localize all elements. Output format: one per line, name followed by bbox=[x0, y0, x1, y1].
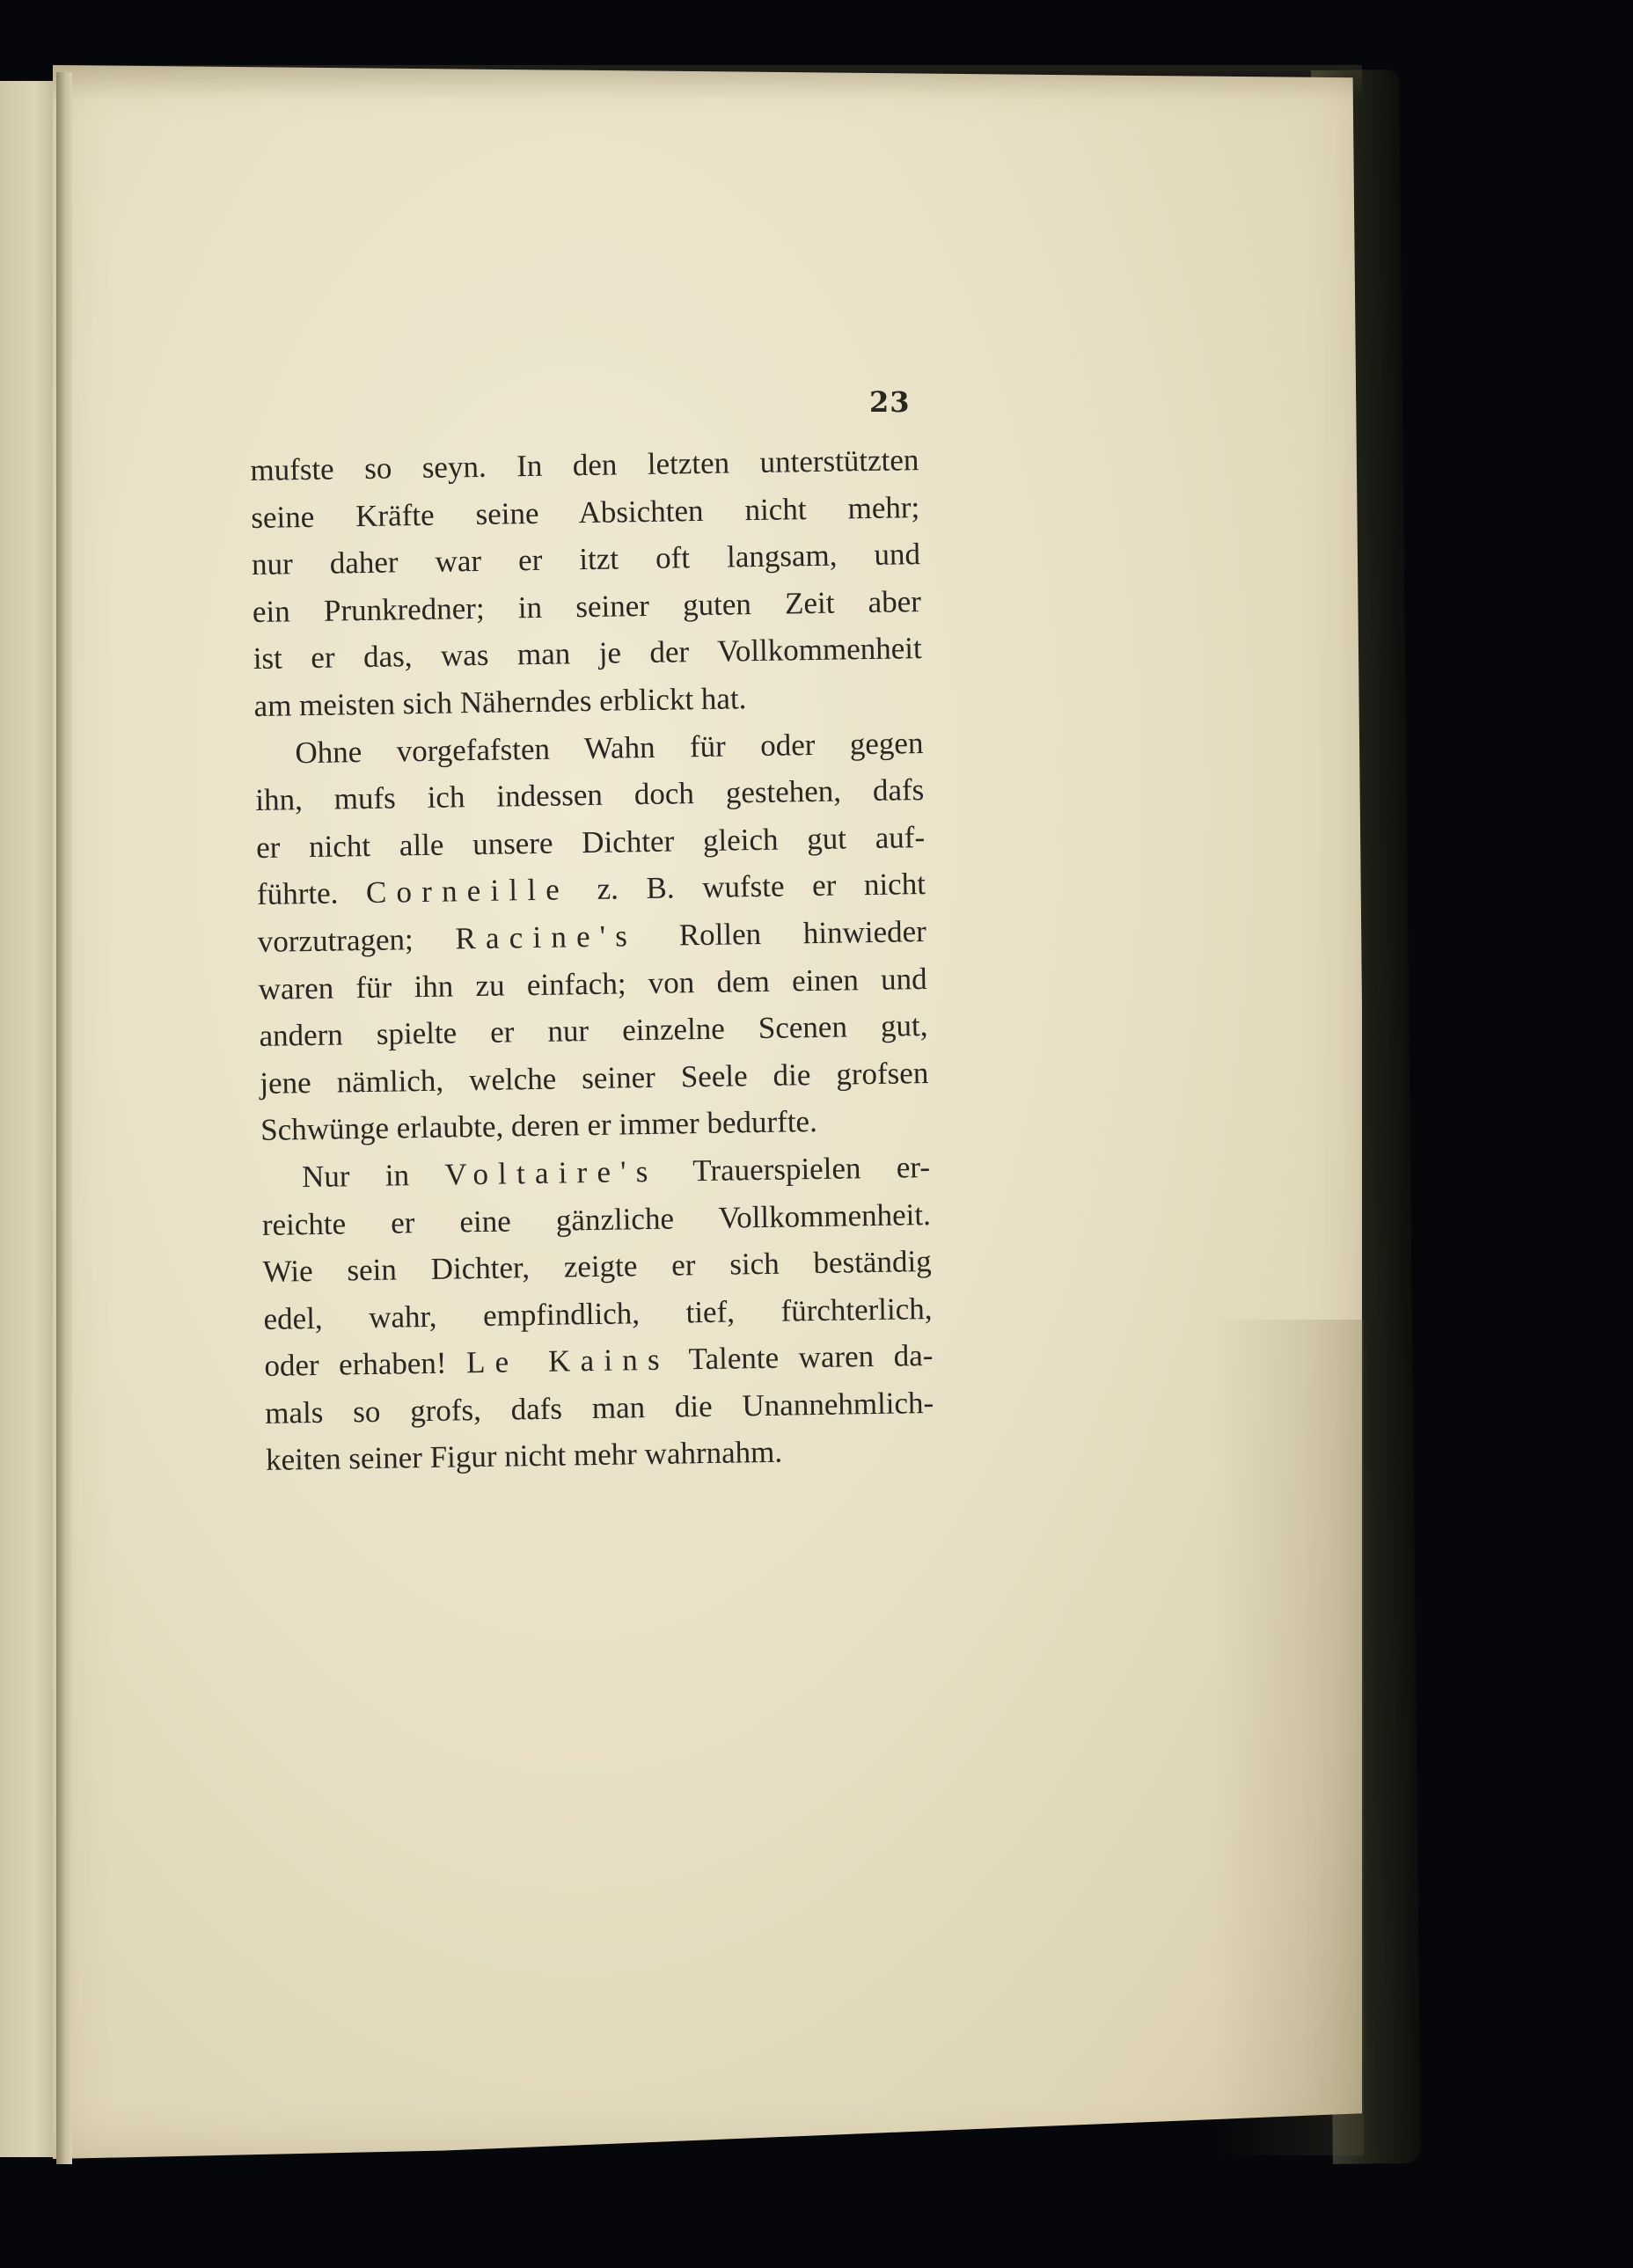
page-number: 23 bbox=[869, 385, 911, 419]
text-segment: edel, wahr, empfindlich, tief, fürchterlich, bbox=[263, 1291, 933, 1336]
text-segment: z. B. wufste er nicht bbox=[568, 867, 926, 907]
text-segment: oder erhaben! bbox=[264, 1345, 467, 1384]
page-gutter bbox=[56, 72, 72, 2164]
text-segment: keiten seiner Figur nicht mehr wahrnahm. bbox=[265, 1435, 783, 1478]
text-segment: Nur in bbox=[301, 1157, 445, 1195]
emphasized-name: Racine's bbox=[455, 918, 638, 956]
text-segment: Ohne vorgefafsten Wahn für oder gegen bbox=[295, 725, 924, 770]
text-segment: führte. bbox=[256, 875, 367, 912]
text-segment: ihn, mufs ich indessen doch gestehen, dafs bbox=[255, 772, 925, 818]
text-segment: Talente waren da- bbox=[669, 1338, 934, 1377]
text-segment: Rollen hinwieder bbox=[636, 913, 927, 954]
text-segment: reichte er eine gänzliche Vollkommenheit. bbox=[261, 1196, 932, 1242]
text-segment: nur daher war er itzt oft langsam, und bbox=[251, 537, 921, 582]
text-segment: jene nämlich, welche seiner Seele die grofsen bbox=[260, 1055, 929, 1101]
text-segment: am meisten sich Näherndes erblickt hat. bbox=[253, 681, 747, 723]
emphasized-name: Corneille bbox=[365, 872, 570, 911]
text-segment: mufste so seyn. In den letzten unterstützten bbox=[250, 443, 919, 487]
body-text bbox=[250, 436, 934, 1484]
text-segment: waren für ihn zu einfach; von dem einen und bbox=[258, 961, 927, 1006]
text-segment: Schwünge erlaubte, deren er immer bedurfte. bbox=[260, 1104, 818, 1148]
text-segment: er nicht alle unsere Dichter gleich gut auf- bbox=[255, 819, 926, 865]
text-segment: Wie sein Dichter, zeigte er sich beständig bbox=[262, 1244, 932, 1289]
text-segment: andern spielte er nur einzelne Scenen gut, bbox=[259, 1008, 928, 1054]
text-segment: Trauerspielen er- bbox=[657, 1149, 931, 1189]
emphasized-name: Voltaire's bbox=[444, 1153, 658, 1192]
text-segment: ein Prunkredner; in seiner guten Zeit aber bbox=[252, 583, 922, 629]
page-top-shadow bbox=[53, 65, 1362, 100]
text-segment: ist er das, was man je der Vollkommenheit bbox=[253, 631, 922, 677]
emphasized-name: Le Kains bbox=[465, 1342, 670, 1380]
text-segment: seine Kräfte seine Absichten nicht mehr; bbox=[250, 489, 920, 535]
page-edge-shadow bbox=[1214, 1320, 1364, 2155]
text-segment: vorzutragen; bbox=[257, 921, 456, 959]
text-segment: mals so grofs, dafs man die Unannehmlich- bbox=[264, 1385, 934, 1430]
